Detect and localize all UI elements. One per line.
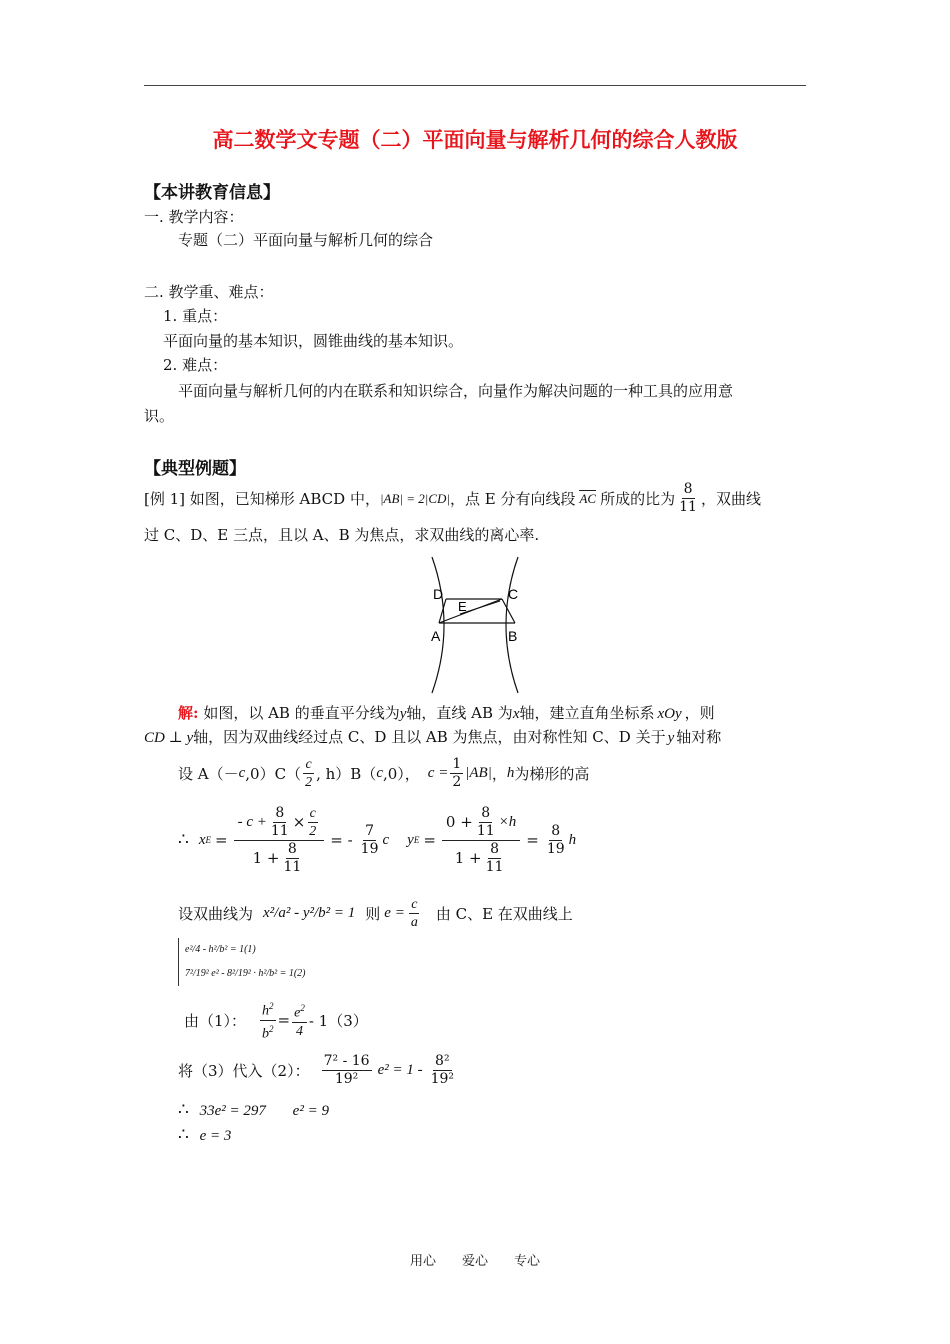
step-2-den: 19² (334, 1070, 359, 1087)
c-over-2 (303, 756, 314, 791)
step-2-mid: e² = 1 - (377, 1061, 423, 1078)
e2-over-4: $\frac{e^2}{4}$ (292, 1000, 307, 1040)
result-e2: e² = 9 (292, 1103, 329, 1119)
solution-line-2 (144, 726, 721, 747)
c-over-a: $\frac{c}{a}$ (410, 896, 418, 930)
xe-times: × (292, 812, 306, 831)
var-y: y (399, 706, 407, 722)
line-key-point-body: 平面向量的基本知识，圆锥曲线的基本知识。 (163, 332, 464, 350)
example-text-c: 所成的比为 (600, 490, 676, 508)
xe-num-c: c (309, 805, 316, 821)
step-2-right-num: 8² (435, 1052, 450, 1069)
section-heading-info: 【本讲教育信息】 (144, 183, 280, 203)
label-b: B (508, 628, 518, 644)
xe-num-2: 2 (309, 823, 317, 839)
h2-over-b2: $\frac{h^2}{b^2}$ (260, 998, 276, 1042)
result-line-1 (178, 1100, 329, 1120)
ye-result-eq: = (526, 831, 539, 849)
header-rule (144, 85, 806, 86)
ye-den-8: 8 (490, 840, 499, 857)
abs-ab: |AB| (465, 765, 492, 781)
step-1-eq: = (277, 1011, 291, 1029)
setup-line (178, 756, 589, 791)
ye-num-a: 0 + (445, 812, 473, 831)
therefore-1: ∴ (178, 830, 189, 850)
section-heading-examples: 【典型例题】 (144, 459, 246, 479)
xe-num-8: 8 (275, 804, 285, 821)
xe-result-19: 19 (360, 840, 379, 857)
hyperbola-left-branch (432, 557, 444, 693)
c-over-2-num: c (305, 757, 312, 772)
hyperbola-line (178, 893, 573, 933)
xe-num-frac2 (307, 805, 318, 840)
result-e: e = 3 (199, 1128, 232, 1144)
c-over-2-den: 2 (305, 775, 313, 790)
step-1-end: - 1（3） (308, 1011, 368, 1030)
xe-den-a: 1 + (252, 848, 280, 867)
ye-result-frac (545, 823, 567, 858)
solution-text-1c: 轴，建立直角坐标系 (519, 704, 655, 722)
setup-c: , h）B（ (316, 765, 377, 783)
xe-result-eq: = - (330, 831, 353, 849)
ye-result-h: h (568, 831, 577, 848)
xe-result-c: c (382, 831, 390, 848)
solution-line-1 (178, 702, 715, 723)
ratio-den: 11 (679, 499, 697, 515)
xe-num-frac1 (269, 805, 291, 840)
label-d: D (433, 586, 444, 602)
result-33e2: 33e² = 297 (199, 1103, 266, 1119)
one-half (450, 756, 463, 791)
xe-var: x (198, 831, 206, 848)
hyperbola-right-branch (506, 557, 518, 693)
setup-d: ,0）， (382, 765, 420, 783)
ye-times-h: ×h (498, 813, 517, 830)
var-x: x (512, 706, 520, 722)
hyperbola-text-c: 由 C、E 在双曲线上 (435, 904, 573, 923)
result-line-2 (178, 1125, 231, 1145)
page-footer: 用心 爱心 专心 (409, 1254, 540, 1269)
xe-sub: E (205, 835, 211, 845)
cd-perp-y: CD ⊥ y (144, 730, 194, 746)
therefore-2: ∴ (178, 1100, 189, 1120)
ye-den-a: 1 + (454, 848, 482, 867)
example-text-a: [例 1] 如图，已知梯形 ABCD 中， (144, 490, 380, 508)
label-c: C (508, 586, 519, 602)
xe-num-a: - c + (237, 813, 267, 830)
xe-fraction (234, 805, 325, 876)
line-key-point: 1. 重点： (163, 307, 228, 325)
example-1-line-1 (144, 481, 761, 516)
hyperbola-equation: x²/a² - y²/b² = 1 (263, 904, 356, 921)
ye-result-19: 19 (546, 840, 565, 857)
xe-num-11: 11 (270, 822, 289, 839)
label-a: A (431, 628, 441, 644)
trapezoid-hyperbola-figure (420, 555, 530, 695)
setup-end: 为梯形的高 (514, 765, 590, 783)
ye-denominator (453, 841, 510, 876)
line-difficult-point: 2. 难点： (163, 356, 228, 374)
step-2-right-fraction (429, 1053, 456, 1088)
line-difficult-body: 平面向量与解析几何的内在联系和知识综合，向量作为解决问题的一种工具的应用意 (178, 382, 734, 400)
xe-result-frac (359, 823, 381, 858)
label-e: E (458, 599, 467, 614)
solution-text-2a: 轴，因为双曲线经过点 C、D 且以 AB 为焦点，由对称性知 C、D 关于 (193, 728, 666, 746)
step-2-label: 将（3）代入（2）： (178, 1061, 310, 1080)
var-xoy: xOy (657, 706, 682, 722)
line-content-heading: 一. 教学内容： (144, 208, 244, 226)
xe-numerator (234, 805, 325, 841)
one-half-den: 2 (452, 774, 462, 790)
ye-num-frac (475, 805, 497, 840)
solution-text-1b: 轴，直线 AB 为 (406, 704, 513, 722)
example-text-d: ，双曲线 (700, 490, 761, 508)
xe-denominator (251, 841, 308, 876)
line-key-heading: 二. 教学重、难点： (144, 283, 274, 301)
page-title: 高二数学文专题（二）平面向量与解析几何的综合人教版 (212, 128, 738, 152)
step-2-line (178, 1050, 458, 1090)
hyperbola-text-a: 设双曲线为 (178, 904, 254, 923)
ye-num-8: 8 (481, 804, 491, 821)
hyperbola-text-b: 则 (365, 904, 381, 923)
line-difficult-body-end: 识。 (144, 407, 175, 425)
example-text-b: ，点 E 分有向线段 (449, 490, 576, 508)
step-1-line (184, 1000, 368, 1040)
therefore-3: ∴ (178, 1125, 189, 1145)
setup-b: ,0）C（ (245, 765, 302, 783)
equation-1: e²/4 - h²/b² = 1(1) (185, 944, 256, 955)
ye-den-frac (484, 841, 506, 876)
ye-numerator (442, 805, 520, 841)
ye-fraction (442, 805, 520, 876)
solution-text-2b: 轴对称 (676, 728, 722, 746)
example-1-line-2: 过 C、D、E 三点，且以 A、B 为焦点，求双曲线的离心率. (144, 526, 540, 544)
solution-label: 解: (178, 704, 199, 722)
ye-result-8: 8 (551, 822, 561, 839)
setup-c1: c (238, 765, 246, 781)
segment-bc (502, 599, 515, 623)
var-y-2: y (667, 730, 675, 746)
ye-var: y (407, 831, 414, 848)
xe-den-8: 8 (287, 840, 297, 857)
ye-den-11: 11 (485, 858, 504, 875)
abs-ab-cd: |AB| = 2|CD| (379, 490, 450, 506)
step-2-right-den: 19² (430, 1070, 455, 1087)
xe-den-11: 11 (283, 858, 302, 875)
step-1-label: 由（1）： (184, 1011, 247, 1030)
c-equals: c = (427, 765, 449, 781)
xe-den-frac (281, 841, 303, 876)
step-2-fraction (322, 1053, 372, 1088)
xe-result-7: 7 (365, 822, 375, 839)
setup-c2: c (376, 765, 383, 781)
equation-2: 7²/19² e² - 8²/19² · h²/b² = 1(2) (185, 968, 306, 979)
setup-a: 设 A（－ (178, 765, 239, 783)
setup-comma: ， (491, 765, 507, 783)
ye-sub: E (413, 835, 420, 845)
vector-ac: AC (579, 491, 597, 506)
var-h: h (506, 765, 515, 781)
ratio-fraction (677, 481, 699, 516)
ye-num-11: 11 (476, 822, 495, 839)
solution-text-1a: 如图，以 AB 的垂直平分线为 (203, 704, 400, 722)
one-half-num: 1 (452, 756, 462, 772)
equation-system (178, 938, 306, 986)
coordinates-of-e: ∴ x E = - c + $\frac{8}{11}$ × $\frac{c}{2}$ 1 + $\frac{8}{11}$ = - $\frac{7}{19}$ c y E = 0 + $\frac{8}{11}$ ×h 1 + $\frac{8}{11}$ = $\frac{8}{19}$ h (178, 804, 577, 875)
step-2-num: 7² - 16 (323, 1052, 370, 1069)
line-content-body: 专题（二）平面向量与解析几何的综合 (178, 231, 434, 249)
eccentricity-def: e = (384, 904, 405, 921)
solution-text-1d: ，则 (684, 704, 715, 722)
ratio-num: 8 (683, 481, 693, 497)
